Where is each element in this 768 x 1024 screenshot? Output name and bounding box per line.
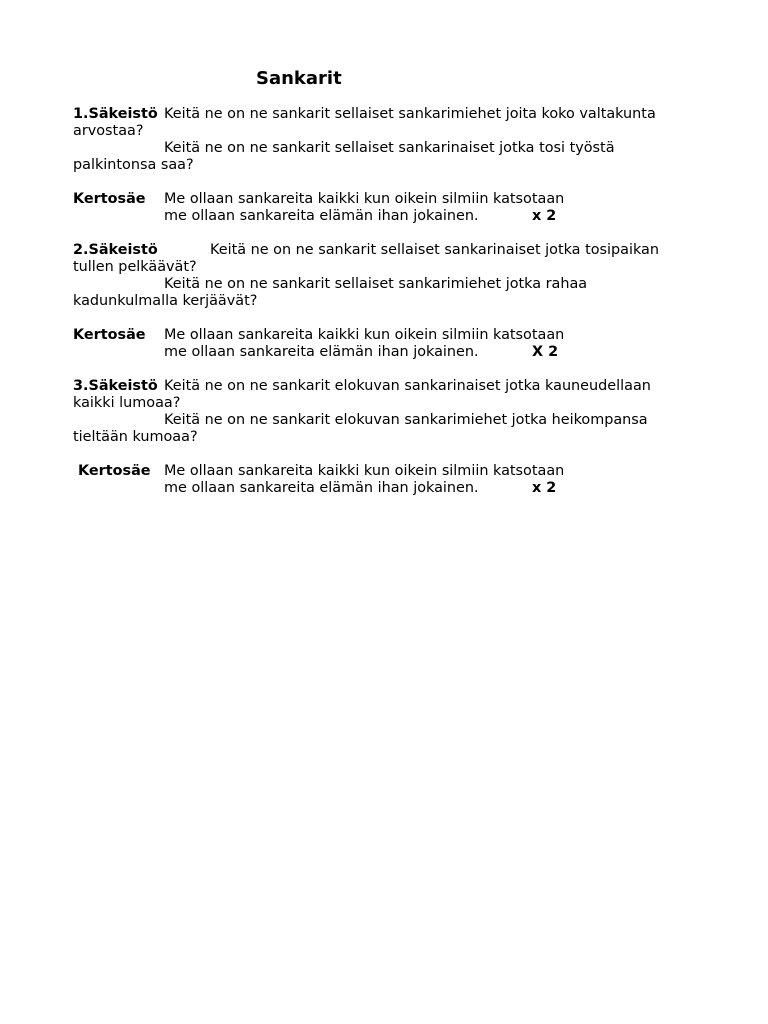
chorus-2-line-1: Me ollaan sankareita kaikki kun oikein silmiin katsotaan bbox=[164, 327, 565, 343]
verse-2-line-2: Keitä ne on ne sankarit sellaiset sankarimiehet jotka rahaa bbox=[164, 276, 588, 292]
chorus-2-label: Kertosäe bbox=[73, 327, 146, 343]
verse-2-line-2-cont: kadunkulmalla kerjäävät? bbox=[73, 293, 258, 309]
verse-1-line-2-cont: palkintonsa saa? bbox=[73, 157, 194, 173]
chorus-3-line-1: Me ollaan sankareita kaikki kun oikein silmiin katsotaan bbox=[164, 463, 565, 479]
chorus-2-repeat: X 2 bbox=[532, 344, 559, 360]
chorus-2-line-2: me ollaan sankareita elämän ihan jokainen. bbox=[164, 344, 479, 360]
verse-3-line-1: Keitä ne on ne sankarit elokuvan sankarinaiset jotka kauneudellaan bbox=[164, 378, 651, 394]
verse-2-line-1-cont: tullen pelkäävät? bbox=[73, 259, 197, 275]
page-title: Sankarit bbox=[256, 68, 342, 89]
verse-2-line-1: Keitä ne on ne sankarit sellaiset sankarinaiset jotka tosipaikan bbox=[210, 242, 659, 258]
verse-2-label: 2.Säkeistö bbox=[73, 242, 158, 258]
verse-1-line-1-cont: arvostaa? bbox=[73, 123, 144, 139]
verse-3-line-1-cont: kaikki lumoaa? bbox=[73, 395, 181, 411]
verse-1-line-1: Keitä ne on ne sankarit sellaiset sankarimiehet joita koko valtakunta bbox=[164, 106, 656, 122]
verse-1-label: 1.Säkeistö bbox=[73, 106, 158, 122]
verse-3-line-2: Keitä ne on ne sankarit elokuvan sankarimiehet jotka heikompansa bbox=[164, 412, 648, 428]
chorus-1-line-2: me ollaan sankareita elämän ihan jokainen. bbox=[164, 208, 479, 224]
chorus-3-line-2: me ollaan sankareita elämän ihan jokainen. bbox=[164, 480, 479, 496]
chorus-1-repeat: x 2 bbox=[532, 208, 557, 224]
verse-3-label: 3.Säkeistö bbox=[73, 378, 158, 394]
verse-1-line-2: Keitä ne on ne sankarit sellaiset sankarinaiset jotka tosi työstä bbox=[164, 140, 615, 156]
chorus-1-label: Kertosäe bbox=[73, 191, 146, 207]
chorus-3-label: Kertosäe bbox=[78, 463, 151, 479]
chorus-1-line-1: Me ollaan sankareita kaikki kun oikein silmiin katsotaan bbox=[164, 191, 565, 207]
chorus-3-repeat: x 2 bbox=[532, 480, 557, 496]
verse-3-line-2-cont: tieltään kumoaa? bbox=[73, 429, 198, 445]
